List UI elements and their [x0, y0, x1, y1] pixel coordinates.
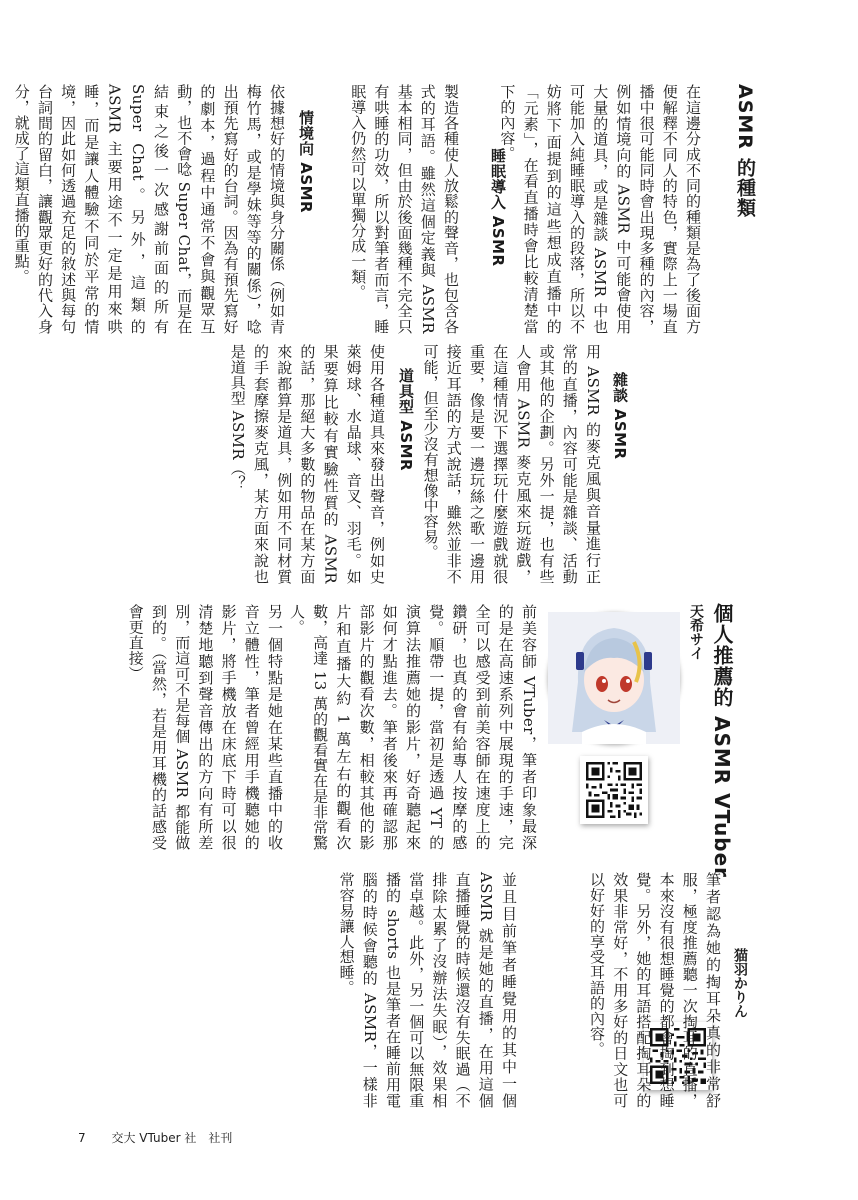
subheading-situation: 情境向 ASMR	[297, 110, 315, 214]
sleep-paragraph: 製造各種使人放鬆的聲音，也包含各式的耳語。雖然這個定義與 ASMR 基本相同，但由於後面幾種不完全只有哄睡的功效，所以對筆者而言，睡眠導入仍然可以單獨分成一類。	[349, 84, 460, 334]
avatar-vtuber-1	[548, 612, 680, 744]
vtuber-name-1: 天希サイ	[688, 604, 704, 660]
intro-paragraph: 在這邊分成不同的種類是為了後面方便解釋不同人的特色，實際上一場直播中很可能同時會出現多種的內容，例如情境向的 ASMR 中可能會使用大量的道具，或是雜談 ASMR 中也可能加入純睡眠導入的段落，所以不妨將下面提到的這些想成直播中的「元素」，在看直播時會比較清楚當下的內容。	[498, 84, 702, 334]
subheading-prop: 道具型 ASMR	[397, 368, 415, 472]
subheading-sleep: 睡眠導入 ASMR	[489, 148, 507, 267]
vtuber-1-paragraph-2: 另一個特點是她在某些直播中的收音立體性，筆者曾經用手機聽她的影片，將手機放在床底下時可以很清楚地聽到聲音傳出的方向有所差別，而這可不是每個 ASMR 都能做到的。（當然，若是用耳機的話感受會更直接）	[126, 604, 284, 850]
page-footer	[78, 1129, 254, 1146]
section-heading-asmr-types: ASMR 的種類	[734, 84, 756, 218]
vtuber-name-2: 猫羽かりん	[732, 948, 748, 1018]
subheading-chat: 雜談 ASMR	[611, 372, 629, 460]
vtuber-2-paragraph-1: 筆者認為她的掏耳朵真的非常舒服，極度推薦聽一次掏耳的直播，本來沒有很想睡覺的都會掏到想睡覺。另外，她的耳語搭配掏耳朵的效果非常好，不用多好的日文也可以好好的享受耳語的內容。	[587, 872, 722, 1108]
chat-paragraph: 用 ASMR 的麥克風與音量進行正常的直播，內容可能是雜談、活動或其他的企劃。另外一提，也有些人會用 ASMR 麥克風來玩遊戲，在這種情況下選擇玩什麼遊戲就很重要，像是要一邊玩絲之歌一邊用接近耳語的方式說話，雖然並非不可能，但至少沒有想像中容易。	[421, 344, 602, 584]
publication-title: 交大 VTuber 社 社刊	[111, 1131, 233, 1145]
prop-paragraph: 使用各種道具來發出聲音，例如史萊姆球、水晶球、音叉、羽毛。如果要算比較有實驗性質的 ASMR 的話，那絕大多數的物品在某方面來說都算是道具，例如用不同材質的手套摩擦麥克風，某方面來說也是道具型 ASMR（？	[228, 344, 386, 584]
qr-code-vtuber-1	[580, 756, 648, 824]
vtuber-2-paragraph-2: 並且目前筆者睡覺用的其中一個 ASMR 就是她的直播，在用這個直播睡覺的時候還沒有失眠過（不排除太累了沒辦法失眠），效果相當卓越。此外，另一個可以無限重播的 shorts 也是筆者在睡前用電腦的時候會聽的 ASMR，一樣非常容易讓人想睡。	[337, 872, 518, 1108]
section-heading-recommend: 個人推薦的 ASMR VTuber	[710, 603, 734, 879]
situation-paragraph: 依據想好的情境與身分關係（例如青梅竹馬，或是學妹等等的關係），唸出預先寫好的台詞。因為有預先寫好的劇本，過程中通常不會與觀眾互動，也不會唸 Super Chat，而是在結束之後一次感謝前面的所有 Super Chat。另外，這類的 ASMR 主要用途不一定是用來哄睡，而是讓人體驗不同於平常的情境，因此如何透過充足的敘述與每句台詞間的留白，讓觀眾更好的代入身分，就成了這類直播的重點。	[12, 84, 286, 334]
page-number: 7	[78, 1131, 86, 1145]
vtuber-1-paragraph-1: 前美容師 VTuber，筆者印象最深的是在高速系列中展現的手速，完全可以感受到前美容師在速度上的鑽研，也真的會有給專人按摩的感覺。順帶一提，當初是透過 YT 的演算法推薦她的影片，好奇聽起來如何才點進去。筆者後來再確認那部影片的觀看次數，相較其他的影片和直播大約 1 萬左右的觀看次數，高達 13 萬的觀看實在是非常驚人。	[287, 604, 538, 850]
